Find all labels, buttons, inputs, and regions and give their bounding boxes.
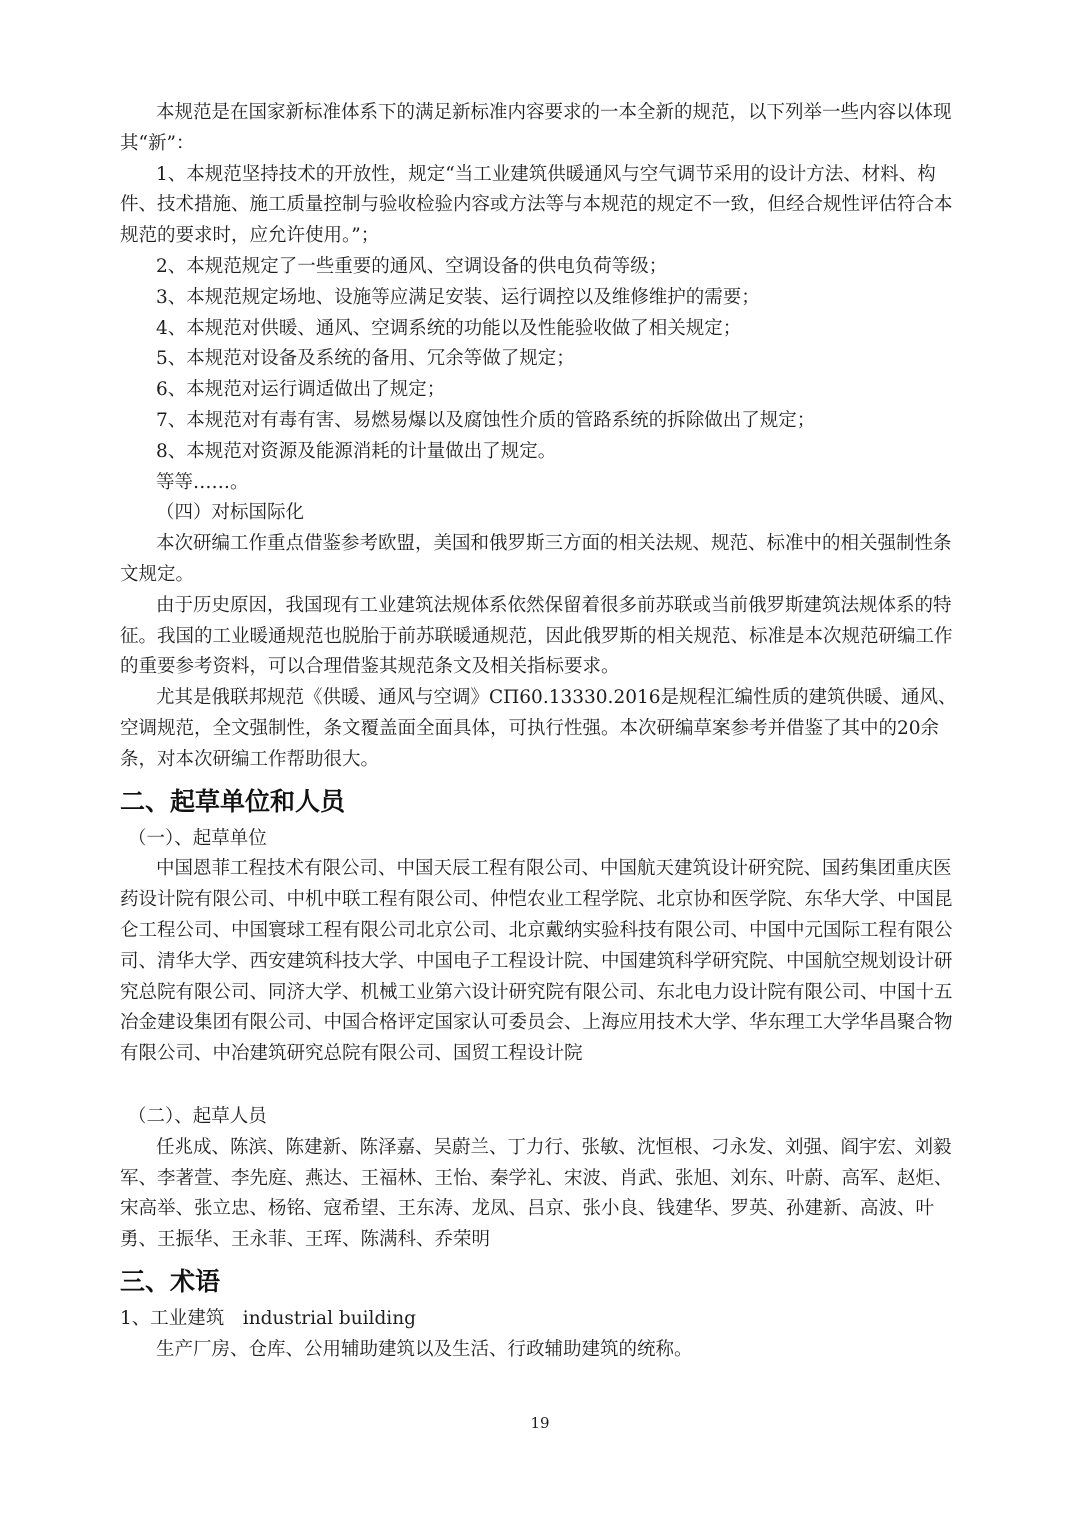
list-item: 4、本规范对供暖、通风、空调系统的功能以及性能验收做了相关规定；	[156, 317, 742, 339]
intro-paragraph: 本规范是在国家新标准体系下的满足新标准内容要求的一本全新的规范，以下列举一些内容以体现其“新”：	[120, 102, 952, 154]
subsection-title: （四）对标国际化	[156, 502, 305, 524]
spacer	[120, 1070, 965, 1102]
paragraph: 尤其是俄联邦规范《供暖、通风与空调》СП60.13330.2016是规程汇编性质的建筑供暖、通风、空调规范，全文强制性，条文覆盖面全面具体，可执行性强。本次研编草案参考并借鉴了其中的20余条，对本次研编工作帮助很大。	[120, 687, 957, 770]
list-item: 1、本规范坚持技术的开放性，规定“当工业建筑供暖通风与空气调节采用的设计方法、材料、构件、技术措施、施工质量控制与验收检验内容或方法等与本规范的规定不一致，但经合规性评估符合本规范的要求时，应允许使用。”；	[120, 163, 953, 247]
list-item: 6、本规范对运行调适做出了规定；	[156, 379, 446, 401]
section-heading: 二、起草单位和人员	[120, 786, 346, 816]
list-item: 3、本规范规定场地、设施等应满足安装、运行调控以及维修维护的需要；	[156, 286, 760, 308]
etc-line: 等等……。	[156, 471, 249, 493]
section-heading: 三、术语	[120, 1266, 221, 1296]
units-list: 中国恩菲工程技术有限公司、中国天辰工程有限公司、中国航天建筑设计研究院、国药集团重庆医药设计院有限公司、中机中联工程有限公司、仲恺农业工程学院、北京协和医学院、东华大学、中国昆仑工程公司、中国寰球工程有限公司北京公司、北京戴纳实验科技有限公司、中国中元国际工程有限公司、清华大学、西安建筑科技大学、中国电子工程设计院、中国建筑科学研究院、中国航空规划设计研究总院有限公司、同济大学、机械工业第六设计研究院有限公司、东北电力设计院有限公司、中国十五冶金建设集团有限公司、中国合格评定国家认可委员会、上海应用技术大学、华东理工大学华昌聚合物有限公司、中冶建筑研究总院有限公司、国贸工程设计院	[120, 858, 953, 1065]
paragraph: 本次研编工作重点借鉴参考欧盟，美国和俄罗斯三方面的相关法规、规范、标准中的相关强制性条文规定。	[120, 533, 952, 585]
subsection-title: （二）、起草人员	[128, 1105, 267, 1127]
subsection-title: （一）、起草单位	[128, 827, 267, 849]
list-item: 2、本规范规定了一些重要的通风、空调设备的供电负荷等级；	[156, 255, 668, 277]
list-item: 8、本规范对资源及能源消耗的计量做出了规定。	[156, 440, 557, 462]
list-item: 5、本规范对设备及系统的备用、冗余等做了规定；	[156, 348, 575, 370]
page-number: 19	[530, 1414, 550, 1432]
page-body	[120, 98, 965, 1365]
people-list: 任兆成、陈滨、陈建新、陈泽嘉、吴蔚兰、丁力行、张敏、沈恒根、刁永发、刘强、阎宇宏、刘毅军、李著萱、李先庭、燕达、王福林、王怡、秦学礼、宋波、肖武、张旭、刘东、叶蔚、高军、赵炬、宋高举、张立忠、杨铭、寇希望、王东涛、龙凤、吕京、张小良、钱建华、罗英、孙建新、高波、叶勇、王振华、王永菲、王珲、陈满科、乔荣明	[120, 1136, 953, 1251]
term-definition: 生产厂房、仓库、公用辅助建筑以及生活、行政辅助建筑的统称。	[156, 1338, 693, 1360]
list-item: 7、本规范对有毒有害、易燃易爆以及腐蚀性介质的管路系统的拆除做出了规定；	[156, 409, 816, 431]
paragraph: 由于历史原因，我国现有工业建筑法规体系依然保留着很多前苏联或当前俄罗斯建筑法规体系的特征。我国的工业暖通规范也脱胎于前苏联暖通规范，因此俄罗斯的相关规范、标准是本次规范研编工作的重要参考资料，可以合理借鉴其规范条文及相关指标要求。	[120, 594, 953, 678]
term-title: 1、工业建筑 industrial building	[120, 1307, 416, 1329]
